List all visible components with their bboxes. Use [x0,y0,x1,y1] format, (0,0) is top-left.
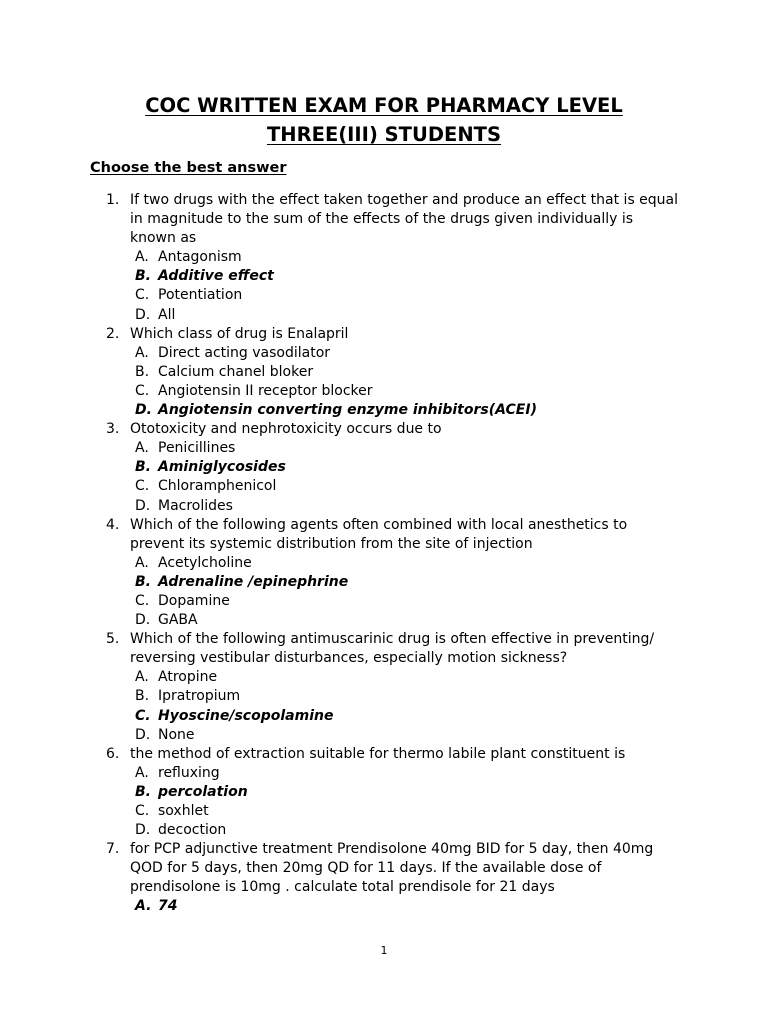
option-text: Ipratropium [158,688,241,705]
option-letter: D. [135,497,151,514]
option-text: GABA [158,612,198,629]
option-letter: A. [135,764,149,781]
answer-option-correct [130,897,680,916]
option-letter: C. [135,707,151,724]
option-text: Angiotensin converting enzyme inhibitors(ACEI) [158,402,537,419]
option-letter: D. [135,726,151,743]
answer-option [130,726,680,745]
option-letter: B. [135,783,151,800]
option-text: Macrolides [158,497,233,514]
question-text: Which class of drug is Enalapril [130,325,349,342]
option-text: Potentiation [158,287,243,304]
answer-option [130,611,680,630]
answer-options [130,554,680,630]
answer-option [130,363,680,382]
option-text: Atropine [158,669,218,686]
option-letter: B. [135,573,151,590]
option-text: soxhlet [158,803,209,819]
option-text: Antagonism [158,249,242,266]
option-letter: B. [135,688,150,705]
option-text: Angiotensin II receptor blocker [158,382,373,399]
option-letter: D. [135,306,151,323]
question-list [0,191,768,917]
answer-option [130,554,680,573]
question-item [0,191,768,325]
question-number: 4. [106,516,120,533]
option-letter: A. [135,249,149,266]
answer-option [130,764,680,783]
option-letter: C. [135,382,150,399]
question-text: Which of the following agents often combined with local anesthetics to prevent its systemic distribution from the site of injection [130,516,628,552]
option-text: None [158,726,195,743]
option-text: Additive effect [158,268,274,285]
question-text: the method of extraction suitable for thermo labile plant constituent is [130,745,626,762]
option-letter: D. [135,822,151,839]
answer-option [130,687,680,706]
question-text: for PCP adjunctive treatment Prendisolone 40mg BID for 5 day, then 40mg QOD for 5 days, then 20mg QD for 11 days. If the available dose of prendisolone is 10mg . calculate total prendisole for 21 days [130,841,654,896]
answer-option [130,821,680,840]
option-letter: C. [135,592,150,609]
option-letter: A. [135,554,149,571]
option-letter: A. [135,440,149,457]
answer-option-correct [130,573,680,592]
answer-option [130,497,680,516]
question-item [0,420,768,515]
question-item [0,516,768,631]
question-number: 7. [106,841,120,858]
question-item [0,325,768,420]
question-number: 6. [106,745,120,762]
instruction-heading: Choose the best answer [90,160,287,176]
answer-option [130,306,680,325]
option-text: percolation [158,783,248,800]
answer-option [130,439,680,458]
answer-option [130,382,680,401]
option-text: Direct acting vasodilator [158,344,331,361]
answer-option-correct [130,707,680,726]
option-letter: B. [135,268,151,285]
option-letter: B. [135,363,150,380]
page-number: 1 [380,944,388,957]
option-letter: D. [135,612,151,629]
question-item [0,745,768,840]
question-text: Ototoxicity and nephrotoxicity occurs due to [130,421,442,438]
option-text: decoction [158,822,227,839]
option-letter: A. [135,898,152,915]
answer-options [130,344,680,420]
option-text: refluxing [158,764,220,781]
option-text: Chloramphenicol [158,478,277,495]
option-letter: C. [135,478,150,495]
question-item [0,630,768,745]
answer-option [130,344,680,363]
option-letter: A. [135,344,149,361]
answer-option-correct [130,783,680,802]
option-letter: A. [135,669,149,686]
answer-option-correct [130,458,680,477]
answer-options [130,248,680,324]
answer-option [130,802,680,821]
question-number: 5. [106,631,120,648]
option-letter: B. [135,459,151,476]
question-item [0,840,768,916]
option-text: Dopamine [158,592,230,609]
answer-options [130,439,680,515]
option-letter: D. [135,402,152,419]
option-text: Hyoscine/scopolamine [158,707,334,724]
option-text: All [158,306,176,323]
question-number: 1. [106,192,120,208]
answer-options [130,764,680,840]
option-text: Calcium chanel bloker [158,363,314,380]
exam-title-line-1: COC WRITTEN EXAM FOR PHARMACY LEVEL [145,94,623,117]
question-number: 3. [106,421,120,438]
question-text: Which of the following antimuscarinic drug is often effective in preventing/ reversing vestibular disturbances, especially motion sickness? [130,631,655,667]
option-text: Aminiglycosides [158,459,286,476]
option-text: Acetylcholine [158,554,252,571]
option-letter: C. [135,287,150,304]
question-text: If two drugs with the effect taken together and produce an effect that is equal in magnitude to the sum of the effects of the drugs given individually is known as [130,192,679,247]
option-text: Adrenaline /epinephrine [158,573,349,590]
answer-option [130,248,680,267]
exam-title [0,91,768,149]
answer-option [130,477,680,496]
exam-title-line-2: THREE(III) STUDENTS [266,123,501,146]
answer-options [130,668,680,744]
question-number: 2. [106,325,120,342]
option-text: Penicillines [158,440,236,457]
option-text: 74 [158,898,178,915]
answer-option [130,668,680,687]
option-letter: C. [135,803,150,819]
answer-option-correct [130,267,680,286]
answer-options [130,897,680,916]
answer-option-correct [130,401,680,420]
answer-option [130,286,680,305]
answer-option [130,592,680,611]
